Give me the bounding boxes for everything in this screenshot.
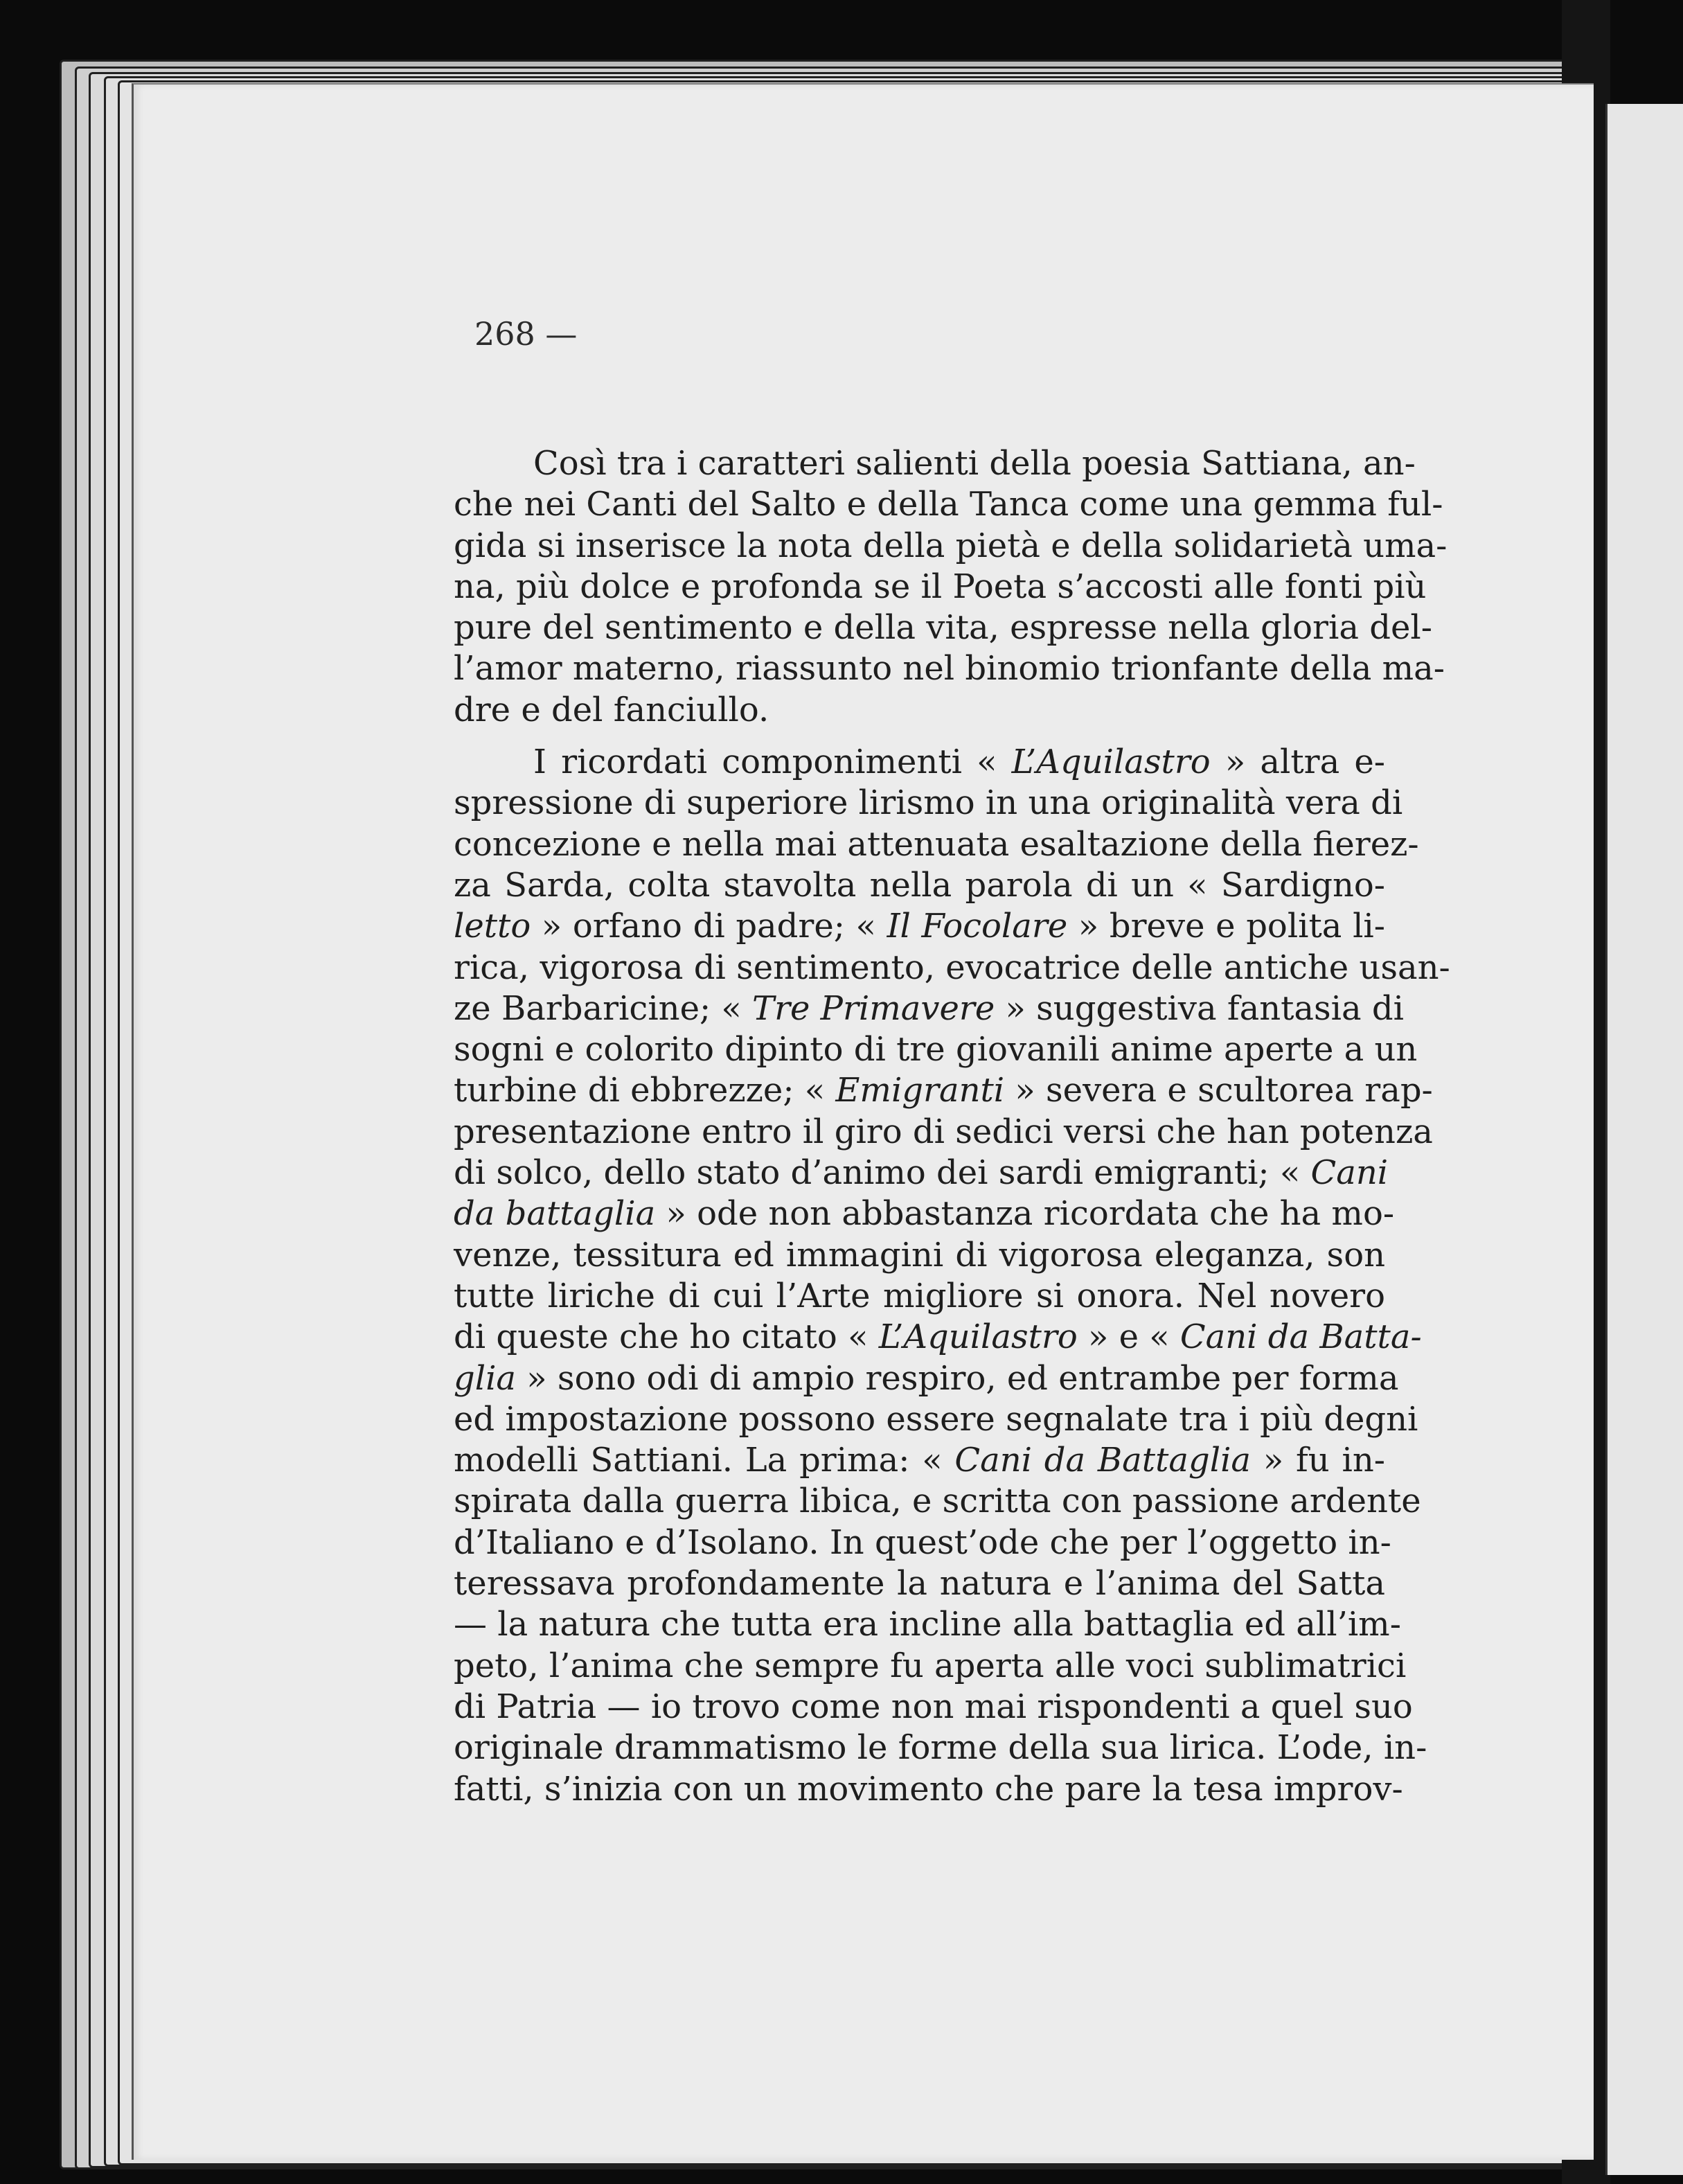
- italic-title: Cani da Batta-: [1179, 1317, 1422, 1357]
- text-line: glia » sono odi di ampio respiro, ed entrambe per forma: [454, 1358, 1399, 1398]
- text-line: presentazione entro il giro di sedici versi che han potenza: [454, 1112, 1433, 1151]
- italic-title: L’Aquilastro: [1011, 743, 1211, 782]
- italic-title: Cani da Battaglia: [954, 1441, 1252, 1480]
- text-line: za Sarda, colta stavolta nella parola di un « Sardigno-: [454, 865, 1385, 905]
- body-text: [454, 443, 1450, 1810]
- text-line: concezione e nella mai attenuata esaltazione della fierez-: [454, 824, 1419, 864]
- text-line: Così tra i caratteri salienti della poesia Sattiana, an-: [533, 444, 1416, 483]
- text-line: — la natura che tutta era incline alla battaglia ed all’im-: [454, 1605, 1401, 1644]
- facing-page-edge: [1605, 104, 1683, 2175]
- text-line: rica, vigorosa di sentimento, evocatrice delle antiche usan-: [454, 948, 1450, 987]
- text-line: teressava profondamente la natura e l’anima del Satta: [454, 1564, 1385, 1604]
- italic-title: letto: [454, 907, 531, 946]
- italic-title: Il Focolare: [887, 907, 1068, 946]
- text-line: turbine di ebbrezze; « Emigranti » severa e scultorea rap-: [454, 1071, 1433, 1110]
- text-line: gida si inserisce la nota della pietà e della solidarietà uma-: [454, 526, 1448, 565]
- text-line: da battaglia » ode non abbastanza ricordata che ha mo-: [454, 1194, 1395, 1234]
- text-line: ze Barbaricine; « Tre Primavere » suggestiva fantasia di: [454, 988, 1404, 1028]
- text-line: di solco, dello stato d’animo dei sardi emigranti; « Cani: [454, 1153, 1389, 1193]
- page-number: 268 —: [474, 315, 578, 353]
- text-line: modelli Sattiani. La prima: « Cani da Battaglia » fu in-: [454, 1441, 1385, 1480]
- text-line: di Patria — io trovo come non mai rispondenti a quel suo: [454, 1687, 1413, 1726]
- text-line: sogni e colorito dipinto di tre giovanili anime aperte a un: [454, 1030, 1418, 1069]
- italic-title: Tre Primavere: [752, 988, 995, 1028]
- italic-title: glia: [454, 1358, 517, 1398]
- text-line: di queste che ho citato « L’Aquilastro » e « Cani da Batta-: [454, 1317, 1422, 1357]
- italic-title: da battaglia: [454, 1194, 656, 1234]
- text-line: spressione di superiore lirismo in una originalità vera di: [454, 783, 1403, 823]
- italic-title: Emigranti: [835, 1071, 1005, 1110]
- text-line: d’Italiano e d’Isolano. In quest’ode che per l’oggetto in-: [454, 1522, 1391, 1562]
- text-line: peto, l’anima che sempre fu aperta alle voci sublimatrici: [454, 1646, 1407, 1685]
- text-line: I ricordati componimenti « L’Aquilastro » altra e-: [533, 743, 1386, 782]
- text-line: dre e del fanciullo.: [454, 690, 769, 729]
- text-line: spirata dalla guerra libica, e scritta con passione ardente: [454, 1482, 1421, 1521]
- text-line: l’amor materno, riassunto nel binomio trionfante della ma-: [454, 649, 1445, 689]
- italic-title: Cani: [1310, 1153, 1389, 1193]
- text-line: che nei Canti del Salto e della Tanca come una gemma ful-: [454, 485, 1443, 524]
- text-line: tutte liriche di cui l’Arte migliore si onora. Nel novero: [454, 1276, 1385, 1315]
- italic-title: L’Aquilastro: [878, 1317, 1078, 1357]
- text-line: venze, tessitura ed immagini di vigorosa eleganza, son: [454, 1235, 1385, 1275]
- text-line: pure del sentimento e della vita, espresse nella gloria del-: [454, 608, 1432, 648]
- text-line: ed impostazione possono essere segnalate tra i più degni: [454, 1399, 1418, 1439]
- text-line: letto » orfano di padre; « Il Focolare » breve e polita li-: [454, 907, 1385, 946]
- text-line: originale drammatismo le forme della sua lirica. L’ode, in-: [454, 1728, 1427, 1768]
- text-line: fatti, s’inizia con un movimento che pare la tesa improv-: [454, 1769, 1403, 1809]
- text-line: na, più dolce e profonda se il Poeta s’accosti alle fonti più: [454, 567, 1427, 606]
